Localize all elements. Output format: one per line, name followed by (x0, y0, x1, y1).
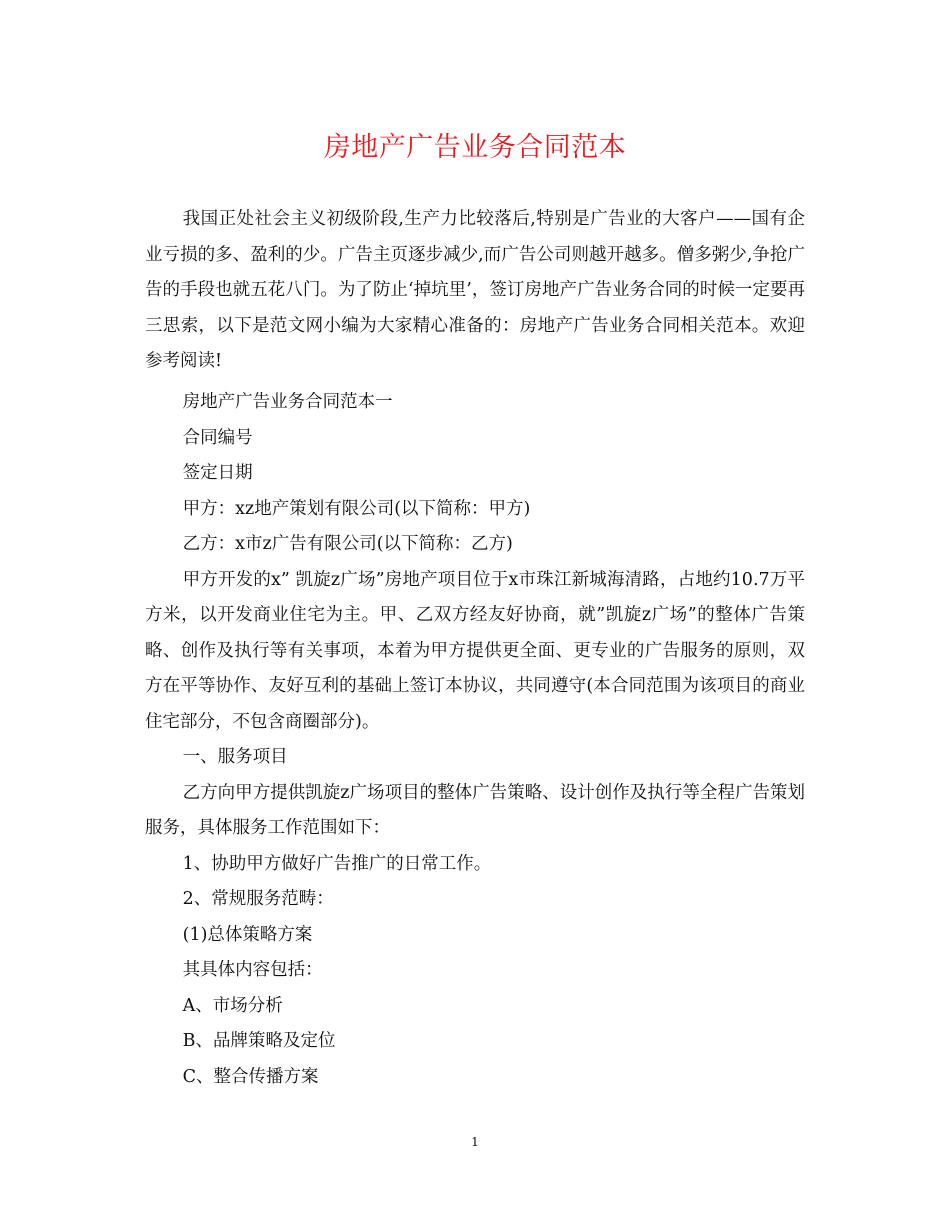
list-item-a: A、市场分析 (182, 995, 283, 1016)
party-a-line: 甲方：xz地产策划有限公司(以下简称：甲方) (182, 498, 531, 519)
intro-paragraph: 我国正处社会主义初级阶段,生产力比较落后,特别是广告业的大客户——国有企业亏损的多、盈利的少。广告主页逐步减少,而广告公司则越开越多。僧多粥少,争抢广告的手段也就五花八门。为了防止‘掉坑里’，签订房地产广告业务合同的时候一定要再三思索，以下是范文网小编为大家精心准备的：房地产广告业务合同相关范本。欢迎参考阅读! (145, 209, 805, 371)
list-item-c: C、整合传播方案 (182, 1066, 319, 1087)
project-paragraph: 甲方开发的x” 凯旋z广场”房地产项目位于x市珠江新城海清路，占地约10.7万平方米，以开发商业住宅为主。甲、乙双方经友好协商，就”凯旋z广场”的整体广告策略、创作及执行等有关事项，本着为甲方提供更全面、更专业的广告服务的原则，双方在平等协作、友好互利的基础上签订本协议，共同遵守(本合同范围为该项目的商业住宅部分，不包含商圈部分)。 (145, 569, 805, 732)
intro-section (145, 202, 805, 380)
sign-date-label: 签定日期 (182, 463, 253, 483)
contract-number-label: 合同编号 (182, 427, 253, 448)
document-title: 房地产广告业务合同范本 (323, 132, 627, 163)
service-item-1: 1、协助甲方做好广告推广的日常工作。 (182, 853, 492, 874)
party-b-line: 乙方：x市z广告有限公司(以下简称：乙方) (182, 534, 513, 554)
list-item-b: B、品牌策略及定位 (182, 1031, 336, 1051)
service-item-2: 2、常规服务范畴： (182, 889, 334, 909)
service-item-2-1-description: 其具体内容包括： (182, 960, 323, 980)
service-heading: 一、服务项目 (182, 747, 288, 767)
page-number: 1 (471, 1135, 479, 1149)
service-item-2-1: (1)总体策略方案 (182, 924, 313, 945)
service-paragraph: 乙方向甲方提供凯旋z广场项目的整体广告策略、设计创作及执行等全程广告策划服务，具体服务工作范围如下： (145, 782, 805, 838)
contract-body (145, 385, 805, 1095)
section-heading: 房地产广告业务合同范本一 (182, 392, 393, 412)
